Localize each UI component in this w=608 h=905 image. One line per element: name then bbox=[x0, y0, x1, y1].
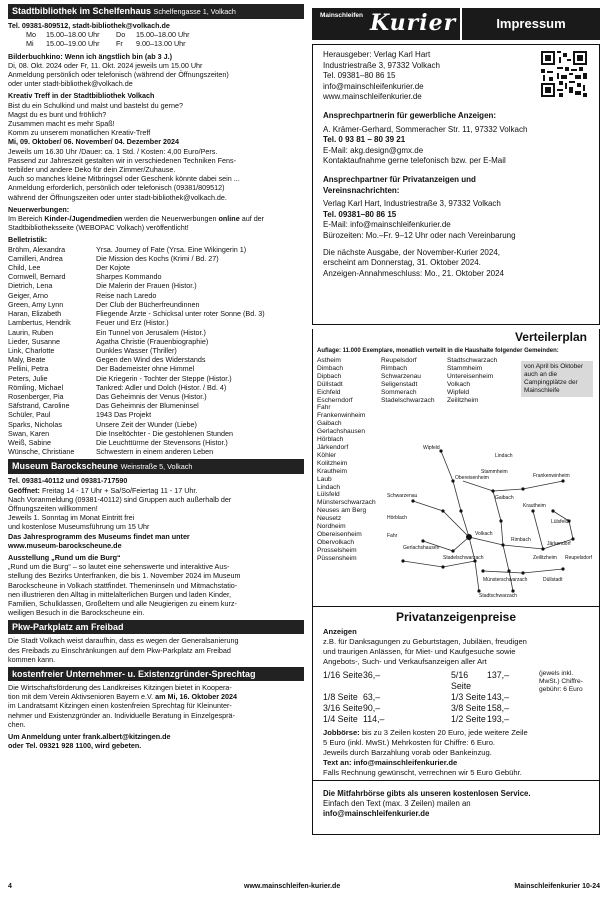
verteilerplan-title: Verteilerplan bbox=[514, 330, 587, 344]
text-line: und kostenlose Museumsführung um 15 Uhr bbox=[8, 522, 150, 532]
left-column bbox=[8, 4, 304, 750]
place-name: Wipfeld bbox=[447, 388, 469, 396]
museum-url-link[interactable]: www.museum-barockscheune.de bbox=[8, 540, 122, 550]
text-line: Falls Rechnung gewünscht, verrechnen wir 5 Euro Gebühr. bbox=[323, 768, 522, 777]
place-name: Püssensheim bbox=[317, 554, 357, 562]
book-author: Haran, Elizabeth bbox=[8, 309, 62, 319]
ads-contact-title: Ansprechpartnerin für gewerbliche Anzeigen: bbox=[323, 110, 497, 120]
map-label: Lindach bbox=[495, 453, 513, 459]
book-author: Cornwell, Bernard bbox=[8, 272, 66, 282]
map-label: Volkach bbox=[475, 531, 493, 537]
place-name: Krautheim bbox=[317, 467, 348, 475]
text-line: Öffnungszeiten willkommen! bbox=[8, 503, 98, 513]
kreativ-title: Kreativ Treff in der Stadtbibliothek Volkach bbox=[8, 91, 155, 101]
text-line: im Landratsamt Kitzingen einen kostenfreien Sprechtag für Kleinunter- bbox=[8, 701, 232, 711]
book-author: Link, Charlotte bbox=[8, 345, 55, 355]
map-label: Schwarzenau bbox=[387, 493, 418, 499]
text-line: erscheint am Donnerstag, 31. Oktober 2024. bbox=[323, 258, 481, 268]
place-name: Lülsfeld bbox=[317, 491, 340, 499]
text-line: Bist du ein Schulkind und malst und bastelst du gerne? bbox=[8, 100, 184, 110]
mitfahrboerse-section bbox=[312, 781, 600, 835]
map-label: Hörblach bbox=[387, 515, 408, 521]
vat-note: (jewels inkl. MwSt.) Chiffre-gebühr: 6 Euro bbox=[539, 670, 583, 693]
text-line: stellung des Bezirks Unterfranken, die bis 1. November 2024 im Museum bbox=[8, 571, 241, 581]
book-title: Yrsa. Journey of Fate (Yrsa. Eine Wikingerin 1) bbox=[96, 244, 247, 254]
book-author: Camilleri, Andrea bbox=[8, 253, 63, 263]
price-value: 143,– bbox=[487, 692, 510, 702]
book-author: Rosenberger, Pia bbox=[8, 391, 64, 401]
map-label: Wipfeld bbox=[423, 445, 440, 451]
book-title: Der Club der Bücherfreundinnen bbox=[96, 299, 200, 309]
book-title: Das Geheimnis der Venus (Histor.) bbox=[96, 391, 207, 401]
book-author: Peters, Julie bbox=[8, 373, 48, 383]
price-table bbox=[323, 670, 537, 725]
verteilerplan-section bbox=[312, 329, 600, 607]
map-label: Fahr bbox=[387, 533, 398, 539]
text-line: Kontaktaufnahme gerne telefonisch bzw. per E-Mail bbox=[323, 156, 506, 166]
price-spacer bbox=[407, 703, 451, 714]
place-name: Seligenstadt bbox=[381, 380, 418, 388]
book-title: Sharpes Kommando bbox=[96, 272, 162, 282]
place-name: Schwarzenau bbox=[381, 372, 421, 380]
distribution-map bbox=[383, 441, 592, 601]
book-title: Feuer und Erz (Histor.) bbox=[96, 318, 169, 328]
text-line: oder Tel. 09321 928 1100, wird gebeten. bbox=[8, 741, 142, 751]
text-line: während der Öffnungszeiten oder unter stadt-bibliothek@volkach.de. bbox=[8, 192, 227, 202]
footer-url-link[interactable]: www.mainschleifen-kurier.de bbox=[244, 883, 341, 890]
place-name: Nordheim bbox=[317, 523, 346, 531]
text-line: Barockscheune in Volkach stattfindet. Themeninseln und Mitmachstatio- bbox=[8, 580, 238, 590]
neuerwerbungen-text: Im Bereich Kinder-/Jugendmedien werden die Neuerwerbungen online auf der Stadtbibliotheksseite (WEBOPAC Volkach) veröffentlicht! bbox=[8, 214, 265, 233]
text-line: z.B. für Danksagungen zu Geburtstagen, Jubiläen, freudigen bbox=[323, 637, 527, 646]
price-spacer bbox=[407, 692, 451, 703]
camping-note: von April bis Oktober auch an die Campingplätze der Mainschleife bbox=[521, 361, 593, 397]
book-author: Lambertus, Hendrik bbox=[8, 318, 71, 328]
book-author: Maly, Beate bbox=[8, 355, 46, 365]
text-line: Anzeigen-Annahmeschluss: Mo., 21. Oktober 2024 bbox=[323, 268, 504, 278]
map-label: Frankenwinheim bbox=[533, 473, 570, 479]
map-label: Reupelsdorf bbox=[565, 555, 592, 561]
place-name: Obervolkach bbox=[317, 538, 355, 546]
book-author: Wünsche, Christiane bbox=[8, 447, 75, 457]
museum-open: Geöffnet: Freitag 14 - 17 Uhr + Sa/So/Feiertag 11 - 17 Uhr. bbox=[8, 485, 198, 495]
book-title: Der Bademeister ohne Himmel bbox=[96, 364, 195, 374]
book-title: Das Geheimnis der Blumeninsel bbox=[96, 401, 199, 411]
place-name: Reupelsdorf bbox=[381, 357, 417, 364]
map-label: Krautheim bbox=[523, 503, 546, 509]
text-line: Jeweils 1. Sonntag im Monat Eintritt frei bbox=[8, 513, 135, 523]
text-line: Tel. 0 93 81 – 80 39 21 bbox=[323, 135, 406, 145]
text-line: Tel. 09381–80 86 15 bbox=[323, 209, 397, 219]
text-line: Jeweils durch Barzahlung vorab oder Bankeinzug. bbox=[323, 748, 492, 757]
map-label: Zeilitzheim bbox=[533, 555, 557, 561]
book-list bbox=[8, 245, 304, 457]
email-link[interactable]: E-Mail: akg.design@gmx.de bbox=[323, 145, 424, 155]
book-title: Agatha Christie (Frauenbiographie) bbox=[96, 336, 209, 346]
text-line: Auch so manches kleine Mitbringsel oder Geschenk könnte dabei sein ... bbox=[8, 174, 240, 184]
book-title: Die Mission des Kochs (Krimi / Bd. 27) bbox=[96, 253, 219, 263]
place-name: Dimbach bbox=[317, 364, 344, 372]
map-label: Stadtschwarzach bbox=[479, 593, 518, 599]
place-name: Gerlachshausen bbox=[317, 428, 366, 436]
price-size: 1/4 Seite bbox=[323, 714, 358, 724]
book-author: Child, Lee bbox=[8, 263, 41, 273]
price-spacer bbox=[407, 670, 451, 692]
place-name: Järkendorf bbox=[317, 443, 349, 451]
text-line: A. Krämer-Gerhard, Sommeracher Str. 11, 97332 Volkach bbox=[323, 124, 528, 134]
private-contact-title: Ansprechpartner für Privatanzeigen und bbox=[323, 174, 476, 184]
parking-header: Pkw-Parkplatz am Freibad bbox=[8, 620, 304, 634]
map-label: Gerlachshausen bbox=[403, 545, 440, 551]
kurier-logo: Mainschleifen Kurier bbox=[312, 8, 462, 40]
place-name: Stammheim bbox=[447, 364, 483, 372]
price-value: 137,– bbox=[487, 670, 510, 680]
place-name: Neuses am Berg bbox=[317, 507, 367, 515]
book-author: Swan, Karen bbox=[8, 428, 50, 438]
map-label: Lülsfeld bbox=[551, 519, 569, 525]
book-author: Pellini, Petra bbox=[8, 364, 49, 374]
book-author: Laurin, Ruben bbox=[8, 327, 54, 337]
price-value: 63,– bbox=[363, 692, 381, 702]
book-title: Die Leuchttürme der Stevensons (Histor.) bbox=[96, 437, 228, 447]
impressum-box bbox=[312, 44, 600, 325]
text-line: Di, 08. Okt. 2024 oder Fr, 11. Okt. 2024 jeweils um 15.00 Uhr bbox=[8, 60, 203, 70]
place-name: Zeilitzheim bbox=[447, 396, 479, 404]
library-header: Stadtbibliothek im Schelfenhaus Schelfengasse 1, Volkach bbox=[8, 4, 304, 19]
book-title: Dunkles Wasser (Thriller) bbox=[96, 345, 177, 355]
jobboerse-text: Jobbörse: bis zu 3 Zeilen kosten 20 Euro, jede weitere Zeile bbox=[323, 728, 528, 737]
places-column bbox=[317, 357, 381, 563]
place-name: Münsterschwarzach bbox=[317, 499, 376, 507]
map-label: Järkendorf bbox=[547, 541, 571, 547]
text-line: Zusammen macht es mehr Spaß! bbox=[8, 119, 115, 129]
text-line: Das Jahresprogramm des Museums findet man unter bbox=[8, 531, 190, 541]
text-line: tion mit dem Verein Aktivsenioren Bayern e.V. am Mi, 16. Oktober 2024 bbox=[8, 692, 238, 702]
text-line: Industriestraße 3, 97332 Volkach bbox=[323, 60, 440, 70]
text-line: Tel. 09381–80 86 15 bbox=[323, 71, 396, 81]
library-hours: Mo 15.00–18.00 Uhr Do 15.00–18.00 Uhr Mi 15.00–19.00 Uhr Fr 9.00–13.00 Uhr bbox=[26, 30, 190, 49]
price-size: 1/3 Seite bbox=[451, 692, 486, 702]
email-link[interactable]: info@mainschleifenkurier.de bbox=[323, 81, 424, 91]
place-name: Kolitzheim bbox=[317, 459, 348, 467]
place-name: Lindach bbox=[317, 483, 341, 491]
text-line: terbilder und andere Deko für dein Zimmer/Zuhause. bbox=[8, 165, 176, 175]
bilderbuchkino-title: Bilderbuchkino: Wenn ich ängstlich bin (ab 3 J.) bbox=[8, 51, 172, 61]
book-title: Fliegende Ärzte - Schicksal unter roter Sonne (Bd. 3) bbox=[96, 309, 265, 319]
exhibit-title: Ausstellung „Rund um die Burg“ bbox=[8, 552, 121, 562]
text-line: „Rund um die Burg“ – so lautet eine sehenswerte und interaktive Aus- bbox=[8, 562, 230, 572]
place-name: Fahr bbox=[317, 404, 331, 412]
anzeigen-title: Anzeigen bbox=[323, 627, 357, 636]
book-author: Säfstrand, Caroline bbox=[8, 401, 70, 411]
book-author: Sparks, Nicholas bbox=[8, 419, 62, 429]
book-title: Ein Tunnel von Jerusalem (Histor.) bbox=[96, 327, 206, 337]
text-line: nen illustrieren den Alltag in mittelalterlichen Burgen und laden Kinder, bbox=[8, 589, 231, 599]
price-value: 90,– bbox=[363, 703, 381, 713]
text-line: nehmer und Existenzgründer an. Individuelle Beratung in Einzelgesprä- bbox=[8, 710, 235, 720]
right-column bbox=[312, 4, 600, 835]
privatanzeigen-section bbox=[312, 607, 600, 781]
price-size: 3/16 Seite bbox=[323, 703, 363, 713]
place-name: Escherndorf bbox=[317, 396, 353, 404]
edition-note: Auflage: 11.000 Exemplare, monatlich verteilt in die Haushalte folgender Gemeinden: bbox=[317, 348, 559, 354]
impressum-title: Impressum bbox=[496, 16, 566, 31]
text-line: Die Stadt Volkach weist daraufhin, dass es wegen der Generalsanierung bbox=[8, 636, 239, 646]
text-line: Anmeldung persönlich oder telefonisch (während der Öffnungszeiten) bbox=[8, 70, 229, 80]
museum-phone: Tel. 09381-40112 und 09381-717590 bbox=[8, 476, 128, 486]
price-size: 1/16 Seite bbox=[323, 670, 363, 680]
text-line: Nach Voranmeldung (09381-40112) sind Gruppen auch außerhalb der bbox=[8, 494, 232, 504]
email-link[interactable]: info@mainschleifenkurier.de bbox=[323, 809, 430, 818]
text-line: Bürozeiten: Mo.–Fr. 9–12 Uhr oder nach Vereinbarung bbox=[323, 230, 516, 240]
price-value: 193,– bbox=[487, 714, 510, 724]
book-title: 1943 Das Projekt bbox=[96, 410, 152, 420]
book-title: Der Kojote bbox=[96, 263, 130, 273]
place-name: Untereisenheim bbox=[447, 372, 494, 380]
book-title: Reise nach Laredo bbox=[96, 290, 157, 300]
book-author: Geiger, Arno bbox=[8, 290, 48, 300]
text-line: kommen kann. bbox=[8, 654, 56, 664]
text-line: Die nächste Ausgabe, der November-Kurier 2024, bbox=[323, 247, 500, 257]
place-name: Dipbach bbox=[317, 372, 342, 380]
text-line: Anmeldung erforderlich, persönlich oder telefonisch (09381/809512) bbox=[8, 183, 225, 193]
book-title: Unsere Zeit der Wunder (Liebe) bbox=[96, 419, 197, 429]
text-line: Familien, Schulklassen, Großeltern und alle Neugierigen zu einem kurz- bbox=[8, 598, 237, 608]
text-line: Um Anmeldung unter frank.albert@kitzingen.de bbox=[8, 732, 171, 742]
masthead bbox=[312, 8, 600, 40]
price-size: 1/2 Seite bbox=[451, 714, 486, 724]
sprechtag-header: kostenfreier Unternehmer- u. Existenzgründer-Sprechtag bbox=[8, 667, 304, 681]
book-author: Bröhm, Alexandra bbox=[8, 244, 66, 254]
places-column bbox=[381, 357, 447, 404]
text-line: Komm zu unserem monatlichen Kreativ-Treff bbox=[8, 128, 151, 138]
book-author: Weiß, Sabine bbox=[8, 437, 52, 447]
text-line: weiligen Besuch in die Barockscheune ein. bbox=[8, 608, 145, 618]
place-name: Rimbach bbox=[381, 364, 408, 372]
map-label: Rimbach bbox=[511, 537, 531, 543]
place-name: Volkach bbox=[447, 380, 471, 388]
text-line: Herausgeber: Verlag Karl Hart bbox=[323, 50, 431, 59]
text-line: Angebots-, Such- und Verkaufsanzeigen aller Art bbox=[323, 657, 487, 666]
book-title: Die Malerin der Frauen (Histor.) bbox=[96, 281, 197, 291]
kreativ-dates: Mi, 09. Oktober/ 06. November/ 04. Dezember 2024 bbox=[8, 137, 179, 147]
map-label: Gaibach bbox=[495, 495, 514, 501]
text-line: Verlag Karl Hart, Industriestraße 3, 97332 Volkach bbox=[323, 199, 501, 209]
website-link[interactable]: www.mainschleifenkurier.de bbox=[323, 92, 422, 102]
price-size: 5/16 Seite bbox=[451, 670, 472, 691]
email-link[interactable]: Text an: info@mainschleifenkurier.de bbox=[323, 758, 458, 767]
book-author: Lieder, Susanne bbox=[8, 336, 60, 346]
place-name: Eichfeld bbox=[317, 388, 341, 396]
text-line: chen. bbox=[8, 719, 26, 729]
library-contact: Tel. 09381-809512, stadt-bibliothek@volkach.de bbox=[8, 21, 170, 30]
places-column bbox=[447, 357, 513, 404]
map-label: Stadelschwarzach bbox=[443, 555, 484, 561]
text-line: Einfach den Text (max. 3 Zeilen) mailen an bbox=[323, 799, 471, 808]
place-name: Frankenwinheim bbox=[317, 412, 366, 420]
map-label: Obereisenheim bbox=[455, 475, 489, 481]
place-name: Gaibach bbox=[317, 420, 342, 428]
book-author: Dietrich, Lena bbox=[8, 281, 53, 291]
place-name: Astheim bbox=[317, 357, 341, 364]
neuerwerbungen-title: Neuerwerbungen: bbox=[8, 204, 70, 214]
text-line: Magst du es bunt und fröhlich? bbox=[8, 109, 107, 119]
place-name: Obereisenheim bbox=[317, 530, 362, 538]
book-title: Die Inseltöchter - Die gestohlenen Stunden bbox=[96, 428, 234, 438]
place-name: Stadelschwarzach bbox=[381, 396, 435, 404]
place-name: Köhler bbox=[317, 451, 337, 459]
price-size: 1/8 Seite bbox=[323, 692, 358, 702]
text-line: Passend zur Jahreszeit gestalten wir in verschiedenen Techniken Fens- bbox=[8, 155, 236, 165]
book-author: Römling, Michael bbox=[8, 382, 64, 392]
place-name: Prosselsheim bbox=[317, 546, 357, 554]
page-number: 4 bbox=[8, 883, 12, 890]
text-line: 5 Euro (inkl. MwSt.) Mehrkosten für Chiffre: 6 Euro. bbox=[323, 738, 496, 747]
place-name: Düllstadt bbox=[317, 380, 343, 388]
place-name: Hörblach bbox=[317, 436, 344, 444]
text-line: oder unter stadt-bibliothek@volkach.de bbox=[8, 79, 133, 89]
map-label: Düllstadt bbox=[543, 577, 563, 583]
belletristik-title: Belletristik: bbox=[8, 235, 48, 245]
text-line: des Freibads zu Einschränkungen auf dem Pkw-Parkplatz am Freibad bbox=[8, 645, 231, 655]
book-title: Die Kriegerin - Tochter der Steppe (Histor.) bbox=[96, 373, 232, 383]
text-line: Jeweils um 16.30 Uhr /Dauer: ca. 1 Std. / Kosten: 4,00 Euro/Pers. bbox=[8, 146, 218, 156]
place-name: Laub bbox=[317, 475, 332, 483]
place-name: Stadtschwarzach bbox=[447, 357, 498, 364]
price-value: 114,– bbox=[363, 714, 385, 724]
text-line: Die Mitfahrbörse gibts als unseren kostenlosen Service. bbox=[323, 789, 531, 798]
price-value: 36,– bbox=[363, 670, 381, 680]
map-label: Münsterschwarzach bbox=[483, 577, 528, 583]
map-label: Stammheim bbox=[481, 469, 508, 475]
private-contact-title: Vereinsnachrichten: bbox=[323, 185, 400, 195]
museum-header: Museum Barockscheune Weinstraße 5, Volkach bbox=[8, 459, 304, 474]
price-value: 158,– bbox=[487, 703, 510, 713]
place-name: Neusetz bbox=[317, 515, 342, 523]
qr-code-icon[interactable] bbox=[541, 51, 587, 97]
place-name: Sommerach bbox=[381, 388, 417, 396]
book-author: Schüler, Paul bbox=[8, 410, 51, 420]
book-title: Tankred: Adler und Dolch (Histor. / Bd. 4) bbox=[96, 382, 227, 392]
text-line: Die Wirtschaftsförderung des Landkreises Kitzingen bietet in Koopera- bbox=[8, 683, 232, 692]
book-title: Gegen den Wind des Widerstands bbox=[96, 355, 206, 365]
privatanzeigen-title: Privatanzeigenpreise bbox=[395, 610, 517, 624]
text-line: und traurigen Anlässen, für Miet- und Kaufgesuche sowie bbox=[323, 647, 516, 656]
price-size: 3/8 Seite bbox=[451, 703, 486, 713]
book-author: Green, Amy Lynn bbox=[8, 299, 64, 309]
price-spacer bbox=[407, 714, 451, 725]
email-link[interactable]: E-Mail: info@mainschleifenkurier.de bbox=[323, 220, 451, 230]
footer-issue: Mainschleifenkurier 10-24 bbox=[514, 883, 600, 890]
book-title: Schwestern in einem anderen Leben bbox=[96, 447, 214, 457]
